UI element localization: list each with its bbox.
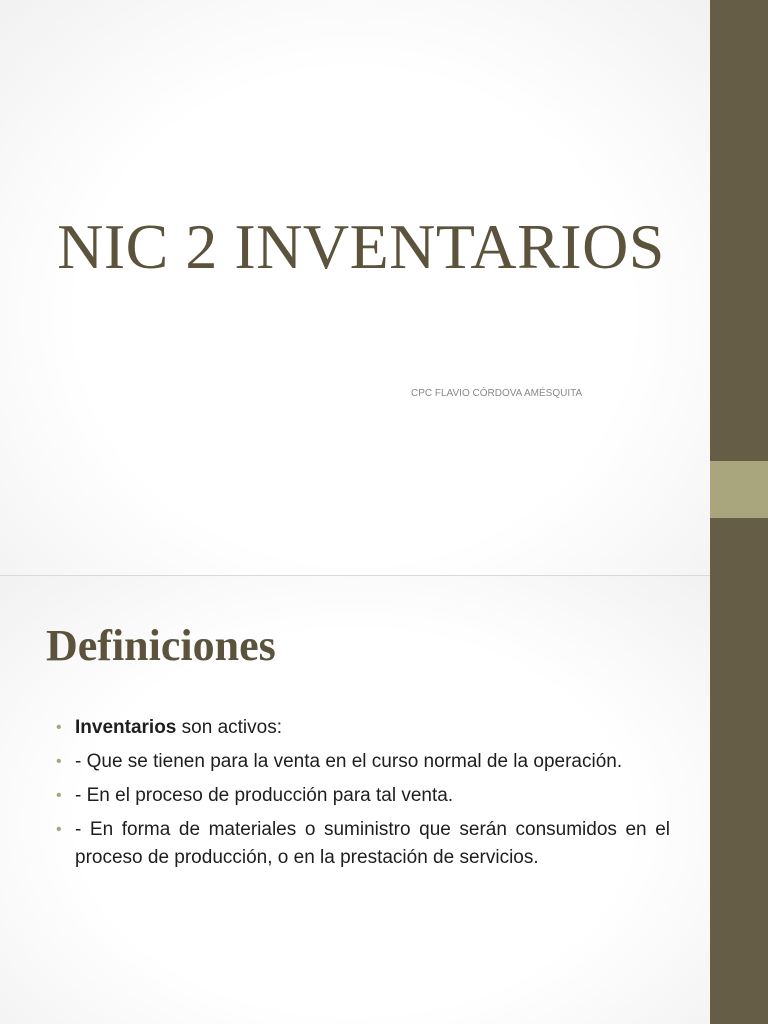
list-item — [0, 714, 670, 742]
bullet-icon: • — [56, 753, 62, 770]
slide-title: NIC 2 INVENTARIOS — [57, 211, 665, 282]
bullet-icon: • — [56, 719, 62, 736]
slide-subtitle-author: CPC FLAVIO CÓRDOVA AMÉSQUITA — [411, 388, 583, 399]
definitions-list — [0, 714, 670, 878]
definitions-heading: Definiciones — [46, 621, 276, 670]
side-decor-accent — [710, 461, 768, 518]
list-item-bold: Inventarios — [75, 717, 177, 738]
bullet-icon: • — [56, 787, 62, 804]
bullet-icon: • — [56, 821, 62, 838]
list-item-text: - En forma de materiales o suministro que serán consumidos en el proceso de producción, o en la prestación de servicios. — [75, 819, 670, 868]
list-item — [0, 748, 670, 776]
list-item-text: - En el proceso de producción para tal venta. — [75, 785, 454, 806]
list-item-text: - Que se tienen para la venta en el curso normal de la operación. — [75, 751, 623, 772]
list-item — [0, 782, 670, 810]
list-item-text: son activos: — [176, 717, 282, 738]
list-item — [0, 816, 670, 872]
